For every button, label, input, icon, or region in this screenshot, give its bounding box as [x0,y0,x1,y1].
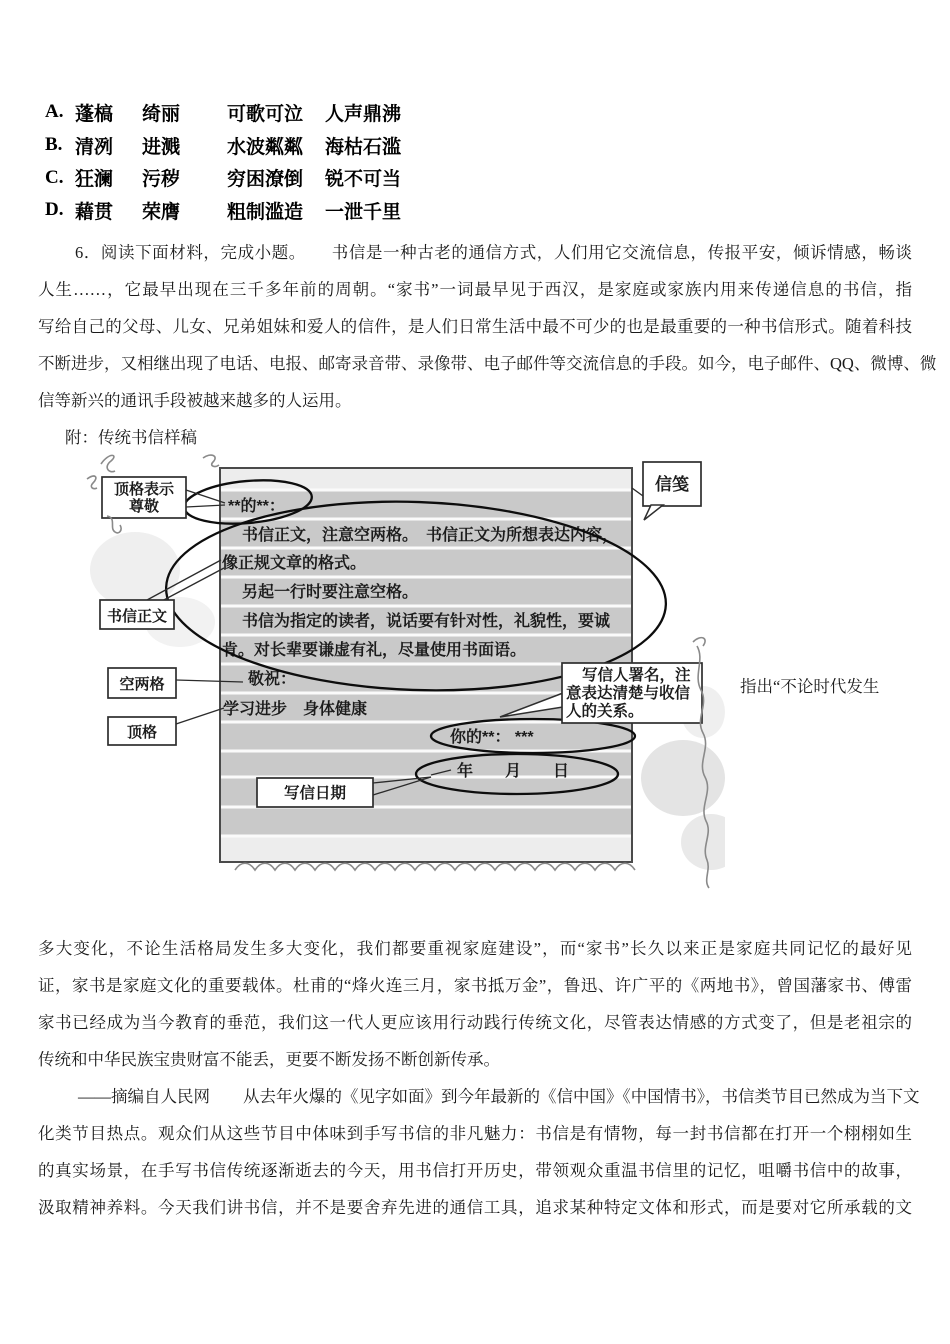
letter-wish-salute: 敬祝： [248,671,297,688]
paragraph-line: 不断进步，又相继出现了电话、电报、邮寄录音带、录像带、电子邮件等交流信息的手段。如今，电子邮件、QQ、微博、微 [38,354,937,373]
option-word: 可歌可泣 [227,103,304,125]
date-label: 写信日期 [283,785,347,802]
side-text-fragment: 指出“不论时代发生 [740,677,880,696]
option-word: 粗制滥造 [227,201,304,223]
letter-date-line: 年 月 日 [457,763,570,780]
body-label: 书信正文 [106,608,168,625]
flush-left-callout [108,708,224,745]
paragraph-line: 信等新兴的通讯手段被越来越多的人运用。 [38,391,352,410]
paragraph-line: 写给自己的父母、儿女、兄弟姐妹和爱人的信件，是人们日常生活中最不可少的也是最重要的一种书信形式。随着科技 [38,317,912,336]
letter-body-line: 书信为指定的读者，说话要有针对性，礼貌性，要诚 [242,613,611,630]
option-word: 穷困潦倒 [227,169,304,191]
top-respect-label: 顶格表示 [113,481,175,498]
paragraph-line: 化类节目热点。观众们从这些节目中体味到手写书信的非凡魅力：书信是有情物，每一封书信都在打开一个栩栩如生 [38,1124,912,1143]
paragraph-line: 6．阅读下面材料，完成小题。 书信是一种古老的通信方式，人们用它交流信息，传报平安，倾诉情感，畅谈 [75,243,912,262]
letter-body-line: 肯。对长辈要谦虚有礼，尽量使用书面语。 [222,642,527,659]
option-word: 清冽 [75,136,114,158]
letter-body-line: 像正规文章的格式。 [222,555,367,572]
paragraph-line: 证，家书是家庭文化的重要载体。杜甫的“烽火连三月，家书抵万金”，鲁迅、许广平的《两地书》，曾国藩家书、傅雷 [38,976,912,995]
option-word: 水波粼粼 [227,136,304,158]
option-word: 人声鼎沸 [325,103,402,125]
letter-body-line: 另起一行时要注意空格。 [242,584,419,601]
option-word: 藉贯 [75,201,114,223]
two-space-label: 空两格 [119,676,165,693]
top-respect-callout [102,477,225,518]
signer-note-line: 写信人署名，注 [582,667,691,684]
question-6-paragraph [38,234,937,456]
option-word: 进溅 [142,136,181,158]
letter-salutation: **的**： [228,498,285,515]
paper-bottom-strip [221,837,631,861]
paragraph-line: 多大变化，不论生活格局发生多大变化，我们都要重视家庭建设”，而“家书”长久以来正是家庭共同记忆的最好见 [38,939,912,958]
letterhead-callout [632,462,701,520]
paragraph-line: 家书已经成为当今教育的垂范，我们这一代人更应该用行动践行传统文化，尽管表达情感的方式变了，但是老祖宗的 [38,1013,912,1032]
paragraph-line: 的真实场景，在手写书信传统逐渐逝去的今天，用书信打开历史，带领观众重温书信里的记忆，咀嚼书信中的故事， [38,1161,912,1180]
letterhead-label: 信笺 [655,475,689,494]
paper-top-strip [221,469,631,489]
option-word: 狂澜 [75,169,114,191]
option-word: 锐不可当 [325,169,402,191]
letter-body-line: 书信正文，注意空两格。 书信正文为所想表达内容， [242,527,619,544]
source-attribution-line: ——摘编自人民网 从去年火爆的《见字如面》到今年最新的《信中国》《中国情书》，书信类节目已然成为当下文 [78,1087,920,1106]
signer-note-line: 意表达清楚与收信 [566,685,691,702]
closing-paragraph [38,930,920,1226]
option-row-b [45,129,401,162]
letterhead-label-tail [644,505,663,520]
option-word: 海枯石滥 [325,136,402,158]
option-word: 一泄千里 [325,201,402,223]
top-respect-label: 尊敬 [128,498,160,515]
attachment-caption: 附：传统书信样稿 [65,428,197,447]
option-row-d [45,194,401,227]
option-row-a [45,96,401,129]
option-word: 污秽 [142,169,181,191]
paragraph-line: 传统和中华民族宝贵财富不能丢，更要不断发扬不断创新传承。 [38,1050,500,1069]
letter-wish-words: 学习进步 身体健康 [223,701,368,718]
flush-label: 顶格 [126,724,158,741]
option-letter: D. [45,199,64,221]
option-letter: C. [45,166,64,188]
option-word: 绮丽 [142,103,181,125]
paragraph-line: 人生……，它最早出现在三千多年前的周朝。“家书”一词最早见于西汉，是家庭或家族内用来传递信息的书信，指 [38,280,912,299]
letter-signature: 你的**： *** [450,729,534,746]
signer-note-line: 人的关系。 [566,703,644,720]
paragraph-line: 汲取精神养料。今天我们讲书信，并不是要舍弃先进的通信工具，追求某种特定文体和形式，而是要对它所承载的文 [38,1198,912,1217]
option-row-c [45,161,401,194]
option-word: 蓬槁 [75,103,114,125]
option-letter: B. [45,134,63,156]
word-options-block [45,96,401,227]
letter-sample-diagram [85,450,725,900]
option-word: 荣膺 [142,201,181,223]
option-letter: A. [45,101,64,123]
